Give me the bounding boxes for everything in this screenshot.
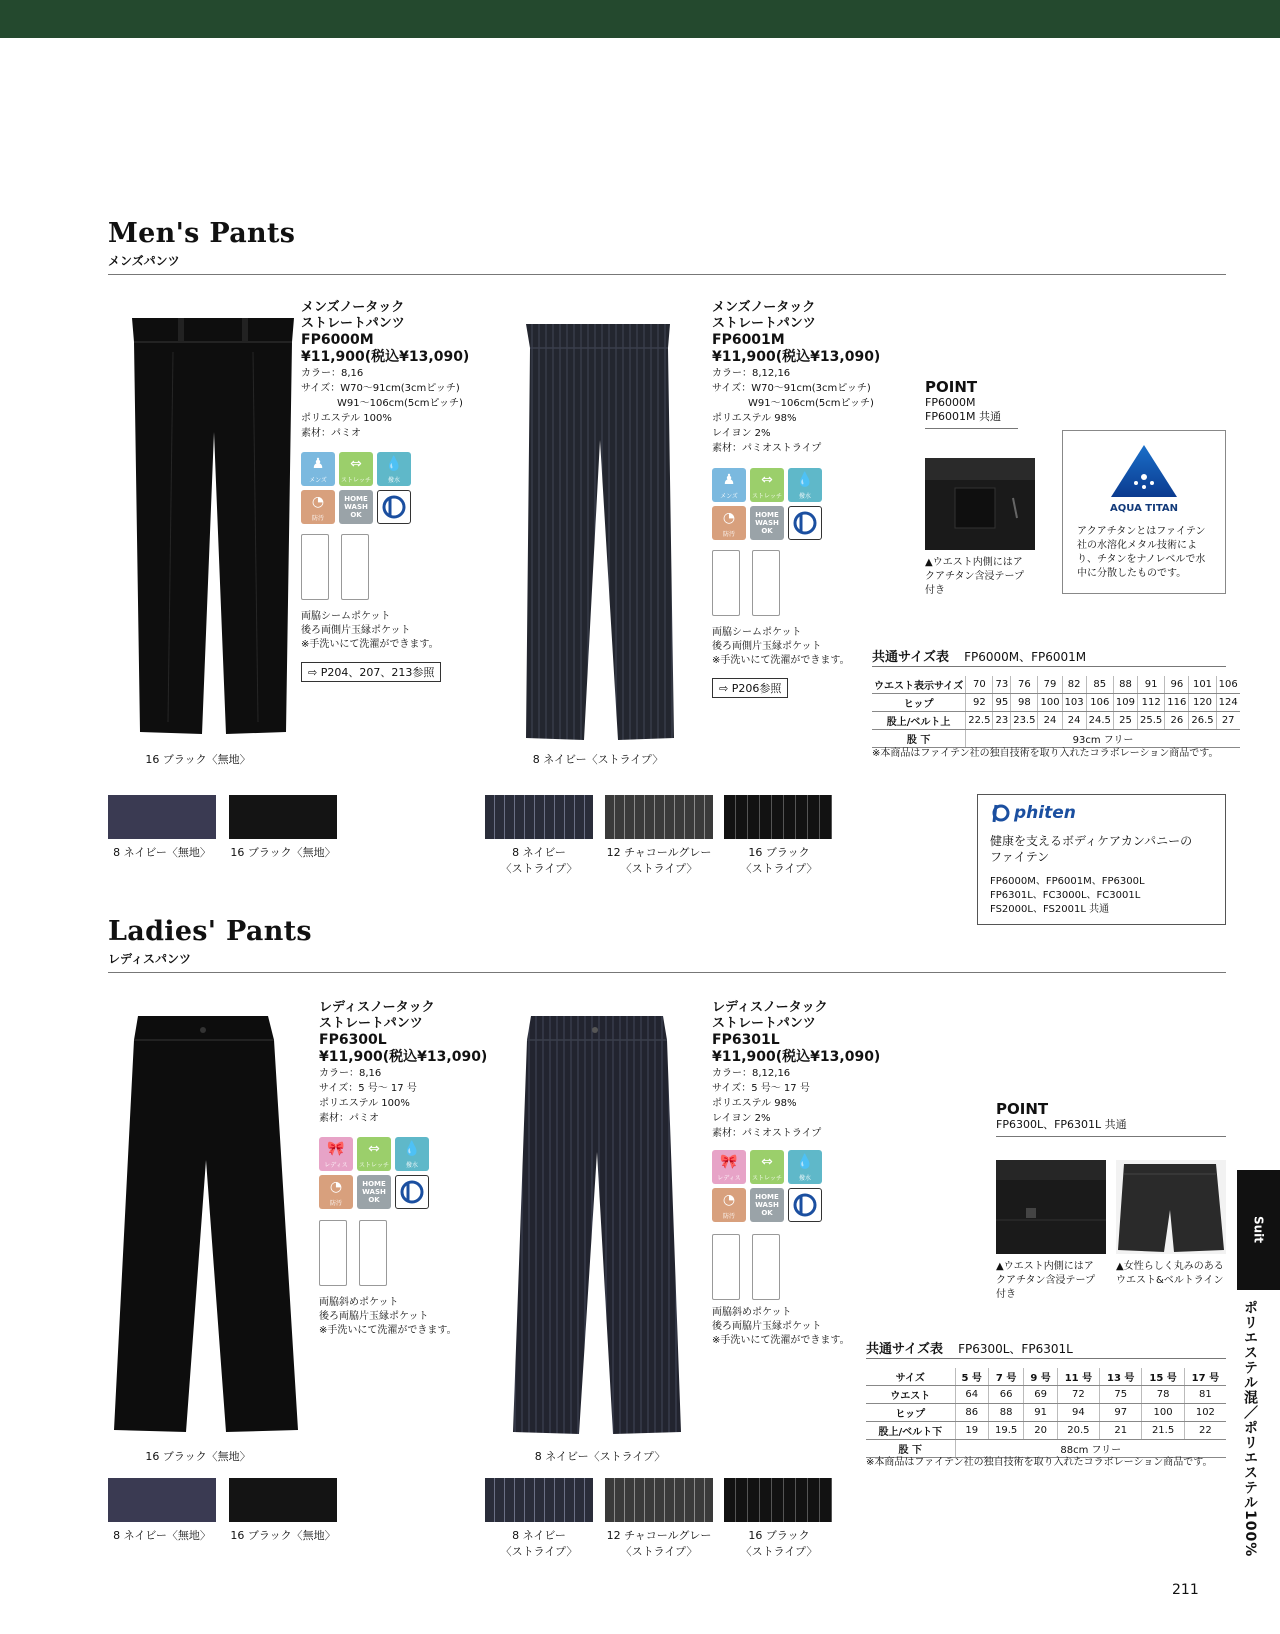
stretch-icon: ⇔ ストレッチ (339, 452, 373, 486)
spec-color: カラー：8,12,16 (712, 1068, 791, 1079)
phiten-codes: FP6000M、FP6001M、FP6300L (990, 876, 1145, 887)
ladies-divider (108, 972, 1226, 973)
aqua-titan-box (1062, 430, 1226, 594)
phiten-codes: FS2000L、FS2001L 共通 (990, 904, 1110, 915)
back-drawing (752, 1234, 780, 1300)
aqua-text-line: り、チタンをナノレベルで水 (1077, 554, 1206, 565)
size-cell: 69 (1024, 1386, 1057, 1404)
size-cell: 23.5 (1011, 712, 1038, 730)
aqua-text-line: アクアチタンとはファイテン (1077, 526, 1206, 537)
size-row-label: サイズ (866, 1368, 955, 1386)
phiten-desc: 健康を支えるボディケアカンパニーの (990, 834, 1193, 848)
point-sub: FP6300L、FP6301L 共通 (996, 1118, 1127, 1131)
swatch-navy (108, 1478, 216, 1522)
size-cell: 92 (966, 694, 993, 712)
ladies-size-table (866, 1368, 1226, 1458)
fp6000m-icons (301, 452, 411, 524)
mens-divider (108, 274, 1226, 275)
size-row-label: ウエスト表示サイズ (872, 676, 966, 694)
size-cell: 124 (1216, 694, 1240, 712)
product-code: FP6301L (712, 1032, 780, 1048)
mens-icon: ♟ メンズ (301, 452, 335, 486)
ladies-point-photo-1 (996, 1160, 1106, 1254)
swatch-charcoal-stripe-label: 12 チャコールグレー 〈ストライプ〉 (606, 1529, 712, 1558)
product-name: メンズノータック (301, 300, 405, 315)
product-code: FP6001M (712, 332, 785, 348)
caption-line: クアチタン含浸テープ (925, 571, 1024, 582)
aqua-titan-logo-text: AQUA TITAN (1110, 503, 1178, 514)
spec-fabric: ポリエステル 100% (319, 1098, 410, 1109)
front-drawing (301, 534, 329, 600)
size-cell: 25.5 (1138, 712, 1165, 730)
fp6001m-info (712, 300, 912, 456)
spec-size: サイズ：5 号〜 17 号 (712, 1083, 810, 1094)
product-name-2: ストレートパンツ (712, 1016, 816, 1031)
phiten-icon (377, 490, 411, 524)
product-name: メンズノータック (712, 300, 816, 315)
note-back-pocket: 後ろ両脇片玉縁ポケット (712, 1321, 822, 1332)
inseam-value: 93cm フリー (966, 730, 1240, 748)
swatch-charcoal-stripe (605, 1478, 713, 1522)
size-row (872, 694, 1240, 712)
page-number: 211 (1172, 1582, 1199, 1598)
note-wash: ※手洗いにて洗濯ができます。 (712, 1335, 850, 1346)
fp6001m-icons (712, 468, 822, 540)
size-cell: 91 (1138, 676, 1165, 694)
size-table-title: 共通サイズ表 (866, 1342, 943, 1357)
spec-material: 素材：パミオ (301, 428, 361, 439)
size-row-inseam (872, 730, 1240, 748)
ladies-section-title: Ladies' Pants (108, 916, 312, 947)
product-code: FP6000M (301, 332, 374, 348)
size-row-inseam (866, 1440, 1226, 1458)
size-row-label: ヒップ (872, 694, 966, 712)
spec-fabric-2: レイヨン 2% (712, 428, 771, 439)
stain-resistant-icon: ◔ 防汚 (712, 1188, 746, 1222)
note-back-pocket: 後ろ両脇片玉縁ポケット (319, 1311, 429, 1322)
size-cell: 109 (1113, 694, 1137, 712)
caption-line: ▲ウエスト内側にはア (996, 1261, 1094, 1272)
stain-resistant-icon: ◔ 防汚 (319, 1175, 353, 1209)
swatch-black-stripe-label: 16 ブラック 〈ストライプ〉 (740, 846, 818, 875)
back-drawing (752, 550, 780, 616)
size-cell: 97 (1100, 1404, 1142, 1422)
swatch-black (229, 1478, 337, 1522)
mens-point-photo (925, 458, 1035, 550)
ladies-size-title-row (866, 1338, 1073, 1357)
caption-line: 付き (996, 1289, 1016, 1300)
product-price: ¥11,900(税込¥13,090) (712, 349, 881, 365)
ladies-icon: 🎀 レディス (712, 1150, 746, 1184)
size-cell: 75 (1100, 1386, 1142, 1404)
aqua-text-line: 社の水溶化メタル技術によ (1077, 540, 1197, 551)
aqua-text-line: 中に分散したものです。 (1077, 568, 1187, 579)
phiten-logo-icon (990, 803, 1010, 823)
size-cell: 7 号 (988, 1368, 1024, 1386)
product-price: ¥11,900(税込¥13,090) (301, 349, 470, 365)
phiten-icon (788, 1188, 822, 1222)
size-cell: 96 (1165, 676, 1189, 694)
spec-material: 素材：パミオストライプ (712, 443, 822, 454)
size-cell: 76 (1011, 676, 1038, 694)
phiten-logo-text: phiten (1014, 803, 1076, 823)
spec-fabric: ポリエステル 100% (301, 413, 392, 424)
note-wash: ※手洗いにて洗濯ができます。 (319, 1325, 457, 1336)
water-repellent-icon: 💧 撥水 (788, 468, 822, 502)
top-bar (0, 0, 1280, 38)
size-cell: 24 (1038, 712, 1062, 730)
mens-size-note: ※本商品はファイテン社の独自技術を取り入れたコラボレーション商品です。 (872, 748, 1219, 759)
swatch-navy-label: 8 ネイビー〈無地〉 (113, 1529, 211, 1542)
size-row (866, 1386, 1226, 1404)
fp6000m-caption: 16 ブラック〈無地〉 (145, 753, 251, 766)
stain-resistant-icon: ◔ 防汚 (712, 506, 746, 540)
size-cell: 24 (1062, 712, 1086, 730)
fp6301l-notes (712, 1306, 850, 1348)
fp6301l-icons (712, 1150, 822, 1222)
note-pocket: 両脇斜めポケット (319, 1297, 399, 1308)
point-underline (996, 1136, 1226, 1137)
fp6001m-photo (508, 320, 688, 746)
note-pocket: 両脇シームポケット (712, 627, 802, 638)
water-repellent-icon: 💧 撥水 (395, 1137, 429, 1171)
size-cell: 26.5 (1189, 712, 1216, 730)
spec-color: カラー：8,16 (319, 1068, 382, 1079)
caption-line: 付き (925, 585, 945, 596)
point-underline (925, 428, 1018, 429)
size-row-label: 股 下 (866, 1440, 955, 1458)
phiten-icon (395, 1175, 429, 1209)
phiten-codes: FP6301L、FC3000L、FC3001L (990, 890, 1141, 901)
note-wash: ※手洗いにて洗濯ができます。 (301, 639, 439, 650)
swatch-black-stripe-label: 16 ブラック 〈ストライプ〉 (740, 1529, 818, 1558)
spec-material: 素材：パミオストライプ (712, 1128, 822, 1139)
spec-size: サイズ：W70〜91cm(3cmピッチ) (301, 383, 460, 394)
stretch-icon: ⇔ ストレッチ (357, 1137, 391, 1171)
swatch-navy-stripe-label: 8 ネイビー 〈ストライプ〉 (500, 1529, 578, 1558)
note-back-pocket: 後ろ両側片玉縁ポケット (301, 625, 411, 636)
size-row-label: 股 下 (872, 730, 966, 748)
swatch-black-stripe (724, 1478, 832, 1522)
size-row-label: 股上/ベルト上 (872, 712, 966, 730)
ladies-point-photo-2 (1116, 1160, 1226, 1254)
fp6301l-info (712, 1000, 912, 1141)
ladies-section-subtitle: レディスパンツ (108, 952, 192, 966)
swatch-navy-stripe-label: 8 ネイビー 〈ストライプ〉 (500, 846, 578, 875)
caption-line: ▲ウエスト内側にはア (925, 557, 1023, 568)
size-cell: 24.5 (1086, 712, 1113, 730)
size-cell: 72 (1057, 1386, 1099, 1404)
spec-fabric: ポリエステル 98% (712, 413, 797, 424)
spec-fabric: ポリエステル 98% (712, 1098, 797, 1109)
spec-material: 素材：パミオ (319, 1113, 379, 1124)
phiten-box (977, 794, 1226, 925)
size-cell: 20 (1024, 1422, 1057, 1440)
fp6000m-ref-link[interactable]: ⇨ P204、207、213参照 (301, 662, 441, 682)
fp6000m-notes (301, 610, 439, 652)
size-cell: 91 (1024, 1404, 1057, 1422)
mens-point-header (925, 378, 1001, 424)
fp6000m-info (301, 300, 501, 441)
size-cell: 13 号 (1100, 1368, 1142, 1386)
size-cell: 100 (1142, 1404, 1184, 1422)
size-table-rule (866, 1358, 1226, 1359)
ladies-point-header (996, 1100, 1127, 1132)
side-tab-suit: Suit (1237, 1170, 1280, 1290)
phiten-icon (788, 506, 822, 540)
size-cell: 88 (1113, 676, 1137, 694)
aqua-titan-logo-icon (1109, 443, 1179, 499)
size-cell: 86 (955, 1404, 988, 1422)
mens-size-title-row (872, 646, 1086, 665)
mens-section-title: Men's Pants (108, 218, 296, 249)
caption-line: ▲女性らしく丸みのある (1116, 1261, 1224, 1272)
point-title: POINT (996, 1100, 1049, 1118)
caption-line: ウエスト&ベルトライン (1116, 1275, 1224, 1286)
size-cell: 22 (1184, 1422, 1226, 1440)
swatch-navy (108, 795, 216, 839)
spec-size: サイズ：W70〜91cm(3cmピッチ) (712, 383, 871, 394)
fp6300l-info (319, 1000, 519, 1126)
fp6301l-line-drawings (712, 1234, 780, 1300)
fp6300l-photo (108, 1010, 308, 1440)
swatch-black-stripe (724, 795, 832, 839)
side-vertical-label: ポリエステル混／ポリエステル100% (1242, 1300, 1258, 1558)
size-cell: 112 (1138, 694, 1165, 712)
spec-color: カラー：8,12,16 (712, 368, 791, 379)
size-cell: 94 (1057, 1404, 1099, 1422)
spec-size-2: W91〜106cm(5cmピッチ) (748, 398, 874, 409)
mens-icon: ♟ メンズ (712, 468, 746, 502)
size-cell: 66 (988, 1386, 1024, 1404)
mens-point-caption (925, 556, 1024, 598)
product-name-2: ストレートパンツ (712, 316, 816, 331)
size-row (872, 676, 1240, 694)
size-cell: 101 (1189, 676, 1216, 694)
size-cell: 73 (993, 676, 1011, 694)
fp6300l-caption: 16 ブラック〈無地〉 (145, 1450, 251, 1463)
fp6300l-notes (319, 1296, 457, 1338)
size-row-label: ウエスト (866, 1386, 955, 1404)
size-cell: 100 (1038, 694, 1062, 712)
size-cell: 11 号 (1057, 1368, 1099, 1386)
size-cell: 120 (1189, 694, 1216, 712)
size-cell: 27 (1216, 712, 1240, 730)
fp6001m-notes (712, 626, 850, 668)
fp6000m-line-drawings (301, 534, 369, 600)
size-cell: 64 (955, 1386, 988, 1404)
front-drawing (712, 1234, 740, 1300)
size-row (872, 712, 1240, 730)
fp6301l-caption: 8 ネイビー〈ストライプ〉 (534, 1450, 666, 1463)
home-wash-icon: HOME WASH OK (750, 1188, 784, 1222)
size-table-codes: FP6300L、FP6301L (958, 1342, 1073, 1356)
swatch-navy-stripe (485, 795, 593, 839)
size-cell: 98 (1011, 694, 1038, 712)
size-cell: 21.5 (1142, 1422, 1184, 1440)
ladies-point-caption-2 (1116, 1260, 1224, 1288)
ladies-size-note: ※本商品はファイテン社の独自技術を取り入れたコラボレーション商品です。 (866, 1457, 1213, 1468)
mens-size-table (872, 676, 1240, 748)
size-cell: 78 (1142, 1386, 1184, 1404)
product-name-2: ストレートパンツ (301, 316, 405, 331)
size-cell: 88 (988, 1404, 1024, 1422)
size-row-label: 股上/ベルト下 (866, 1422, 955, 1440)
size-cell: 17 号 (1184, 1368, 1226, 1386)
spec-size: サイズ：5 号〜 17 号 (319, 1083, 417, 1094)
home-wash-icon: HOME WASH OK (339, 490, 373, 524)
size-table-title: 共通サイズ表 (872, 650, 949, 665)
water-repellent-icon: 💧 撥水 (788, 1150, 822, 1184)
spec-color: カラー：8,16 (301, 368, 364, 379)
ladies-point-caption-1 (996, 1260, 1095, 1302)
water-repellent-icon: 💧 撥水 (377, 452, 411, 486)
size-row (866, 1422, 1226, 1440)
product-name-2: ストレートパンツ (319, 1016, 423, 1031)
point-title: POINT (925, 378, 978, 396)
swatch-navy-label: 8 ネイビー〈無地〉 (113, 846, 211, 859)
size-cell: 81 (1184, 1386, 1226, 1404)
spec-size-2: W91〜106cm(5cmピッチ) (337, 398, 463, 409)
swatch-charcoal-stripe (605, 795, 713, 839)
note-wash: ※手洗いにて洗濯ができます。 (712, 655, 850, 666)
size-cell: 103 (1062, 694, 1086, 712)
swatch-black-label: 16 ブラック〈無地〉 (230, 846, 336, 859)
size-row (866, 1368, 1226, 1386)
size-cell: 70 (966, 676, 993, 694)
product-name: レディスノータック (712, 1000, 828, 1015)
product-price: ¥11,900(税込¥13,090) (712, 1049, 881, 1065)
fp6001m-caption: 8 ネイビー〈ストライプ〉 (532, 753, 664, 766)
size-cell: 21 (1100, 1422, 1142, 1440)
fp6300l-line-drawings (319, 1220, 387, 1286)
size-cell: 22.5 (966, 712, 993, 730)
caption-line: クアチタン含浸テープ (996, 1275, 1095, 1286)
size-cell: 79 (1038, 676, 1062, 694)
fp6300l-icons (319, 1137, 429, 1209)
swatch-black (229, 795, 337, 839)
note-pocket: 両脇斜めポケット (712, 1307, 792, 1318)
size-cell: 20.5 (1057, 1422, 1099, 1440)
size-cell: 23 (993, 712, 1011, 730)
front-drawing (712, 550, 740, 616)
size-cell: 95 (993, 694, 1011, 712)
size-table-rule (872, 666, 1226, 667)
product-price: ¥11,900(税込¥13,090) (319, 1049, 488, 1065)
size-cell: 19 (955, 1422, 988, 1440)
size-cell: 106 (1216, 676, 1240, 694)
front-drawing (319, 1220, 347, 1286)
back-drawing (341, 534, 369, 600)
product-code: FP6300L (319, 1032, 387, 1048)
fp6301l-photo (505, 1012, 695, 1442)
size-cell: 25 (1113, 712, 1137, 730)
back-drawing (359, 1220, 387, 1286)
point-sub: FP6000M (925, 396, 976, 409)
size-cell: 5 号 (955, 1368, 988, 1386)
spec-fabric-2: レイヨン 2% (712, 1113, 771, 1124)
size-cell: 15 号 (1142, 1368, 1184, 1386)
product-name: レディスノータック (319, 1000, 435, 1015)
size-cell: 102 (1184, 1404, 1226, 1422)
fp6000m-photo (118, 312, 308, 742)
mens-section-subtitle: メンズパンツ (108, 254, 180, 268)
fp6001m-ref-link[interactable]: ⇨ P206参照 (712, 678, 788, 698)
size-cell: 9 号 (1024, 1368, 1057, 1386)
phiten-desc-2: ファイテン (990, 850, 1050, 864)
size-row (866, 1404, 1226, 1422)
size-table-codes: FP6000M、FP6001M (964, 650, 1087, 664)
note-pocket: 両脇シームポケット (301, 611, 391, 622)
note-back-pocket: 後ろ両側片玉縁ポケット (712, 641, 822, 652)
swatch-navy-stripe (485, 1478, 593, 1522)
size-cell: 82 (1062, 676, 1086, 694)
phiten-logo (990, 803, 1076, 823)
fp6001m-line-drawings (712, 550, 780, 616)
swatch-charcoal-stripe-label: 12 チャコールグレー 〈ストライプ〉 (606, 846, 712, 875)
home-wash-icon: HOME WASH OK (357, 1175, 391, 1209)
size-cell: 106 (1086, 694, 1113, 712)
stretch-icon: ⇔ ストレッチ (750, 468, 784, 502)
home-wash-icon: HOME WASH OK (750, 506, 784, 540)
ladies-icon: 🎀 レディス (319, 1137, 353, 1171)
size-cell: 19.5 (988, 1422, 1024, 1440)
stretch-icon: ⇔ ストレッチ (750, 1150, 784, 1184)
inseam-value: 88cm フリー (955, 1440, 1226, 1458)
stain-resistant-icon: ◔ 防汚 (301, 490, 335, 524)
size-row-label: ヒップ (866, 1404, 955, 1422)
point-sub-2: FP6001M 共通 (925, 410, 1001, 423)
size-cell: 85 (1086, 676, 1113, 694)
swatch-black-label: 16 ブラック〈無地〉 (230, 1529, 336, 1542)
size-cell: 26 (1165, 712, 1189, 730)
size-cell: 116 (1165, 694, 1189, 712)
